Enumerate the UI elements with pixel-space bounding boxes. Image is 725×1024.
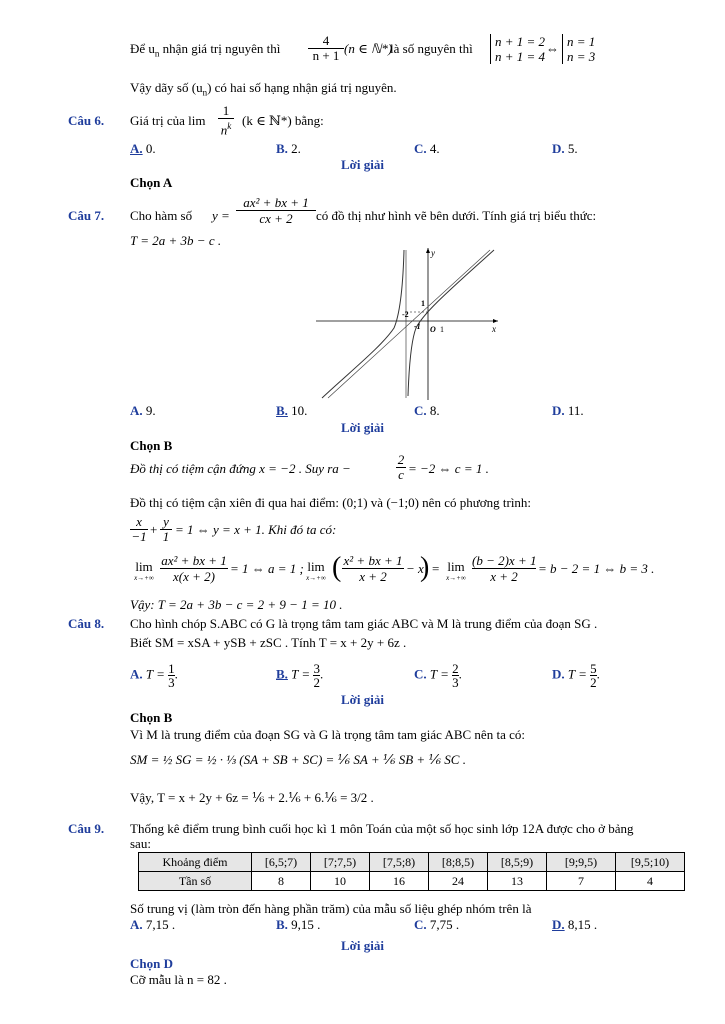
q7-opt-d-letter: D.	[552, 403, 565, 418]
q9-th-2: [7;7,5)	[311, 853, 370, 872]
q7-s1-frac-num: 2	[397, 452, 405, 467]
intro-domain: (n ∈ ℕ*)	[344, 41, 393, 56]
q9-td-4: 24	[429, 872, 488, 891]
q6-opt-a-letter: A.	[130, 141, 143, 156]
q8-option-b[interactable]: B. T = $\frac{3}{2}$ .	[276, 661, 324, 690]
q8-opt-b-frac	[313, 662, 320, 689]
q7-s3-plus: +	[150, 522, 158, 537]
q7-s1-fraction	[396, 453, 406, 482]
q9-td-2: 10	[311, 872, 370, 891]
q9-solution-heading: Lời giải	[341, 938, 384, 953]
q7-graph-tick-y1: 1	[421, 299, 425, 308]
q9-sol-line-1: Cỡ mẫu là n = 82 .	[130, 972, 227, 987]
q8-opt-a-letter: A.	[130, 666, 143, 682]
q7-s4-eq: =	[432, 561, 440, 576]
q8-option-a[interactable]: A. T = $\frac{1}{3}$ .	[130, 661, 178, 690]
q8-sol-line-2: SM = ½ SG = ½ · ⅓ (SA + SB + SC) = ⅙ SA + ⅙ SB + ⅙ SC .	[130, 752, 466, 767]
q9-td-0: Tần số	[139, 872, 252, 891]
q7-s4-lim3-sub: x→+∞	[446, 574, 466, 582]
q8-opt-c-letter: C.	[414, 666, 427, 682]
q7-s4-f2-den: x + 2	[359, 569, 387, 584]
q7-s4-lim-1	[130, 560, 158, 584]
q9-line-3: Số trung vị (làm tròn đến hàng phần trăm) của mẫu số liệu ghép nhóm trên là	[130, 901, 532, 916]
q7-s4-f3-num: (b − 2)x + 1	[472, 553, 537, 568]
q9-line-1: Thống kê điểm trung bình cuối học kì 1 môn Toán của một số học sinh lớp 12A được cho ở bảng	[130, 821, 634, 836]
q7-frac-num: ax² + bx + 1	[236, 195, 316, 211]
q7-s4-lim1-word: lim	[135, 559, 153, 574]
q9-td-1: 8	[252, 872, 311, 891]
q8-line-2: Biết SM = xSA + ySB + zSC . Tính T = x + 2y + 6z .	[130, 635, 407, 650]
intro-sys2-a: n = 1	[567, 34, 596, 49]
q9-opt-a-value: 7,15 .	[142, 917, 176, 932]
q6-frac-sup: k	[227, 121, 232, 131]
q7-opt-c-value: 8.	[426, 403, 440, 418]
q8-opt-c-den: 3	[452, 675, 459, 690]
q6-opt-d-value: 5.	[564, 141, 578, 156]
q7-fraction	[236, 195, 316, 226]
q7-opt-b-letter: B.	[276, 403, 288, 418]
intro-frac-num: 4	[308, 34, 344, 49]
intro-fraction	[308, 34, 344, 63]
intro-l2-sub: n	[202, 87, 208, 98]
q9-td-3: 16	[370, 872, 429, 891]
q9-option-a[interactable]	[130, 917, 175, 933]
q6-option-b[interactable]	[276, 141, 301, 157]
intro-line-1	[130, 41, 280, 62]
q9-th-7: [9,5;10)	[616, 853, 685, 872]
q7-s4-lim2-sub: x→+∞	[306, 574, 326, 582]
q8-opt-b-den: 2	[313, 675, 320, 690]
q6-frac-den: n	[220, 122, 228, 138]
q6-option-a[interactable]	[130, 141, 156, 157]
intro-sys1-b: n + 1 = 4	[495, 49, 546, 64]
q9-td-5: 13	[488, 872, 547, 891]
q7-s4-minus-x: − x	[406, 561, 424, 576]
q7-option-a[interactable]	[130, 403, 156, 419]
q7-option-d[interactable]	[552, 403, 584, 419]
q7-s4-lim1-sub: x→+∞	[134, 574, 154, 582]
q8-opt-c-prefix: T =	[429, 666, 449, 682]
q7-graph-x-label: x	[492, 324, 496, 334]
q7-sol-line-2: Đồ thị có tiệm cận xiên đi qua hai điểm: (0;1) và (−1;0) nên có phương trình:	[130, 495, 532, 510]
q7-s1-a: Đồ thị có tiệm cận đứng x = −2 . Suy ra −	[130, 461, 351, 476]
q8-opt-d-prefix: T =	[567, 666, 587, 682]
q7-graph-y-arrow	[426, 248, 430, 253]
q7-graph-curve-left	[322, 250, 404, 398]
q7-s3-rest: = 1 ⇔ y = x + 1. Khi đó ta có:	[175, 522, 337, 537]
q7-s1-frac-den: c	[398, 467, 404, 482]
q8-line-1: Cho hình chóp S.ABC có G là trọng tâm tam giác ABC và M là trung điểm của đoạn SG .	[130, 616, 598, 631]
q7-label: Câu 7.	[68, 208, 105, 223]
intro-line-2	[130, 80, 397, 101]
q9-frequency-table	[138, 852, 685, 891]
q8-label: Câu 8.	[68, 616, 105, 631]
q6-option-d[interactable]	[552, 141, 578, 157]
q8-opt-a-den: 3	[168, 675, 175, 690]
q7-s4-lim-2	[302, 560, 330, 584]
q6-option-c[interactable]	[414, 141, 440, 157]
intro-text-c: nhận giá trị nguyên thì	[159, 41, 281, 56]
q7-s4-frac1	[160, 553, 228, 584]
intro-sub: n	[154, 48, 160, 59]
q7-graph-tick-neg2: -2	[402, 310, 409, 319]
q7-option-c[interactable]	[414, 403, 440, 419]
q7-option-b[interactable]	[276, 403, 307, 419]
q9-th-4: [8;8,5)	[429, 853, 488, 872]
q8-opt-d-letter: D.	[552, 666, 565, 682]
q7-s3-f1-den: −1	[131, 529, 147, 544]
intro-text-a: Để u	[130, 41, 155, 56]
q7-opt-d-value: 11.	[564, 403, 584, 418]
q9-table-header-row	[139, 853, 685, 872]
q6-answer: Chọn A	[130, 175, 173, 190]
q9-th-6: [9;9,5)	[547, 853, 616, 872]
q7-opt-c-letter: C.	[414, 403, 427, 418]
q7-frac-den: cx + 2	[259, 211, 293, 226]
q7-graph-y-label: y	[431, 248, 435, 258]
q9-option-c[interactable]	[414, 917, 459, 933]
q6-opt-b-value: 2.	[287, 141, 301, 156]
q7-s3-frac1	[130, 515, 148, 544]
intro-system-2	[562, 34, 595, 64]
q9-opt-d-letter: D.	[552, 917, 565, 932]
q9-opt-b-letter: B.	[276, 917, 288, 932]
q8-sol-line-1: Vì M là trung điểm của đoạn SG và G là trọng tâm tam giác ABC nên ta có:	[130, 727, 525, 742]
q7-graph-curve-right	[408, 250, 494, 396]
q7-opt-b-value: 10.	[287, 403, 308, 418]
q9-table-row	[139, 872, 685, 891]
q7-text-a: Cho hàm số	[130, 208, 193, 223]
q6-opt-d-letter: D.	[552, 141, 565, 156]
q8-opt-c-frac	[452, 662, 459, 689]
q7-s4-f1-num: ax² + bx + 1	[161, 553, 227, 568]
intro-sys2-b: n = 3	[567, 49, 596, 64]
q7-s4-f1-den: x(x + 2)	[173, 569, 215, 584]
q7-s3-f1-num: x	[130, 515, 148, 530]
q9-td-7: 4	[616, 872, 685, 891]
q6-text-b: (k ∈ ℕ*) bằng:	[242, 113, 324, 128]
intro-frac-den: n + 1	[312, 48, 340, 63]
q6-opt-c-letter: C.	[414, 141, 427, 156]
q9-th-3: [7,5;8)	[370, 853, 429, 872]
q8-opt-a-prefix: T =	[145, 666, 165, 682]
q7-eq-lhs: y =	[212, 208, 230, 223]
q7-sol-line-5: Vậy: T = 2a + 3b − c = 2 + 9 − 1 = 10 .	[130, 597, 343, 612]
q7-s4-frac2	[342, 553, 404, 584]
q8-opt-a-num: 1	[168, 661, 175, 676]
q7-graph-tick-x1: 1	[440, 325, 444, 334]
q6-opt-a-value: 0.	[142, 141, 156, 156]
intro-system-1	[490, 34, 545, 64]
q9-option-b[interactable]	[276, 917, 320, 933]
q9-opt-a-letter: A.	[130, 917, 143, 932]
q8-opt-d-frac	[590, 662, 597, 689]
q6-label: Câu 6.	[68, 113, 105, 128]
q7-graph-tick-neg1: -1	[414, 322, 421, 331]
q9-answer: Chọn D	[130, 956, 173, 971]
q8-solution-heading: Lời giải	[341, 692, 384, 707]
q7-text-b: có đồ thị như hình vẽ bên dưới. Tính giá trị biểu thức:	[316, 208, 597, 223]
q7-graph-origin: O	[430, 325, 436, 334]
q9-line-2: sau:	[130, 836, 151, 851]
q6-opt-c-value: 4.	[426, 141, 440, 156]
q9-opt-c-value: 7,75 .	[426, 917, 460, 932]
q7-s3-f2-num: y	[160, 515, 172, 530]
q8-answer: Chọn B	[130, 710, 173, 725]
q9-opt-c-letter: C.	[414, 917, 427, 932]
q6-frac-num: 1	[218, 104, 234, 119]
q7-opt-a-letter: A.	[130, 403, 143, 418]
q9-th-1: [6,5;7)	[252, 853, 311, 872]
q6-frac-den-wrap	[218, 119, 234, 137]
q9-td-6: 7	[547, 872, 616, 891]
q7-s1-b: = −2 ⇔ c = 1 .	[408, 461, 489, 476]
q7-s4-f3-den: x + 2	[490, 569, 518, 584]
q8-opt-d-den: 2	[590, 675, 597, 690]
q8-opt-d-num: 5	[590, 661, 597, 676]
q8-opt-b-letter: B.	[276, 666, 288, 682]
q7-s3-f2-den: 1	[162, 529, 170, 544]
q7-solution-heading: Lời giải	[341, 420, 384, 435]
q8-opt-a-frac	[168, 662, 175, 689]
q7-s4-paren-open: (	[332, 552, 342, 583]
q9-option-d[interactable]	[552, 917, 597, 933]
q7-s4-lim-3	[442, 560, 470, 584]
q7-opt-a-value: 9.	[142, 403, 156, 418]
q7-s4-mid: = 1 ⇔ a = 1 ;	[230, 561, 304, 576]
q8-opt-c-num: 2	[452, 661, 459, 676]
q7-s3-frac2	[160, 515, 172, 544]
q7-s4-lim2-word: lim	[307, 559, 325, 574]
q7-graph	[312, 246, 502, 402]
q6-solution-heading: Lời giải	[341, 157, 384, 172]
q6-fraction	[218, 104, 234, 137]
q9-th-5: [8,5;9)	[488, 853, 547, 872]
q7-sol-line-1	[130, 461, 351, 477]
intro-l2-end: ) có hai số hạng nhận giá trị nguyên.	[207, 80, 397, 95]
q7-s4-frac3	[472, 553, 536, 584]
intro-sys1-a: n + 1 = 2	[495, 34, 546, 49]
q9-th-0: Khoảng điểm	[139, 853, 252, 872]
q8-option-c[interactable]: C. T = $\frac{2}{3}$ .	[414, 661, 462, 690]
intro-l2-a: Vậy dãy số (u	[130, 80, 203, 95]
q6-text-a: Giá trị của lim	[130, 113, 206, 128]
q7-s4-f2-num: x² + bx + 1	[343, 553, 403, 568]
q7-line-2: T = 2a + 3b − c .	[130, 233, 222, 248]
q9-label: Câu 9.	[68, 821, 105, 836]
q8-opt-b-num: 3	[313, 661, 320, 676]
intro-iff: ⇔	[546, 41, 559, 56]
q6-opt-b-letter: B.	[276, 141, 288, 156]
q7-s4-lim3-word: lim	[447, 559, 465, 574]
q7-s4-paren-close: )	[420, 552, 430, 583]
q7-s4-end: = b − 2 = 1 ⇔ b = 3 .	[538, 561, 655, 576]
q7-graph-x-arrow	[493, 319, 498, 323]
q9-opt-b-value: 9,15 .	[287, 917, 321, 932]
q8-opt-b-prefix: T =	[291, 666, 311, 682]
q9-opt-d-value: 8,15 .	[564, 917, 598, 932]
q8-sol-line-3: Vậy, T = x + 2y + 6z = ⅙ + 2.⅙ + 6.⅙ = 3/2 .	[130, 790, 374, 805]
q8-option-d[interactable]: D. T = $\frac{5}{2}$ .	[552, 661, 600, 690]
intro-text-e: là số nguyên thì	[390, 41, 473, 56]
q7-answer: Chọn B	[130, 438, 173, 453]
